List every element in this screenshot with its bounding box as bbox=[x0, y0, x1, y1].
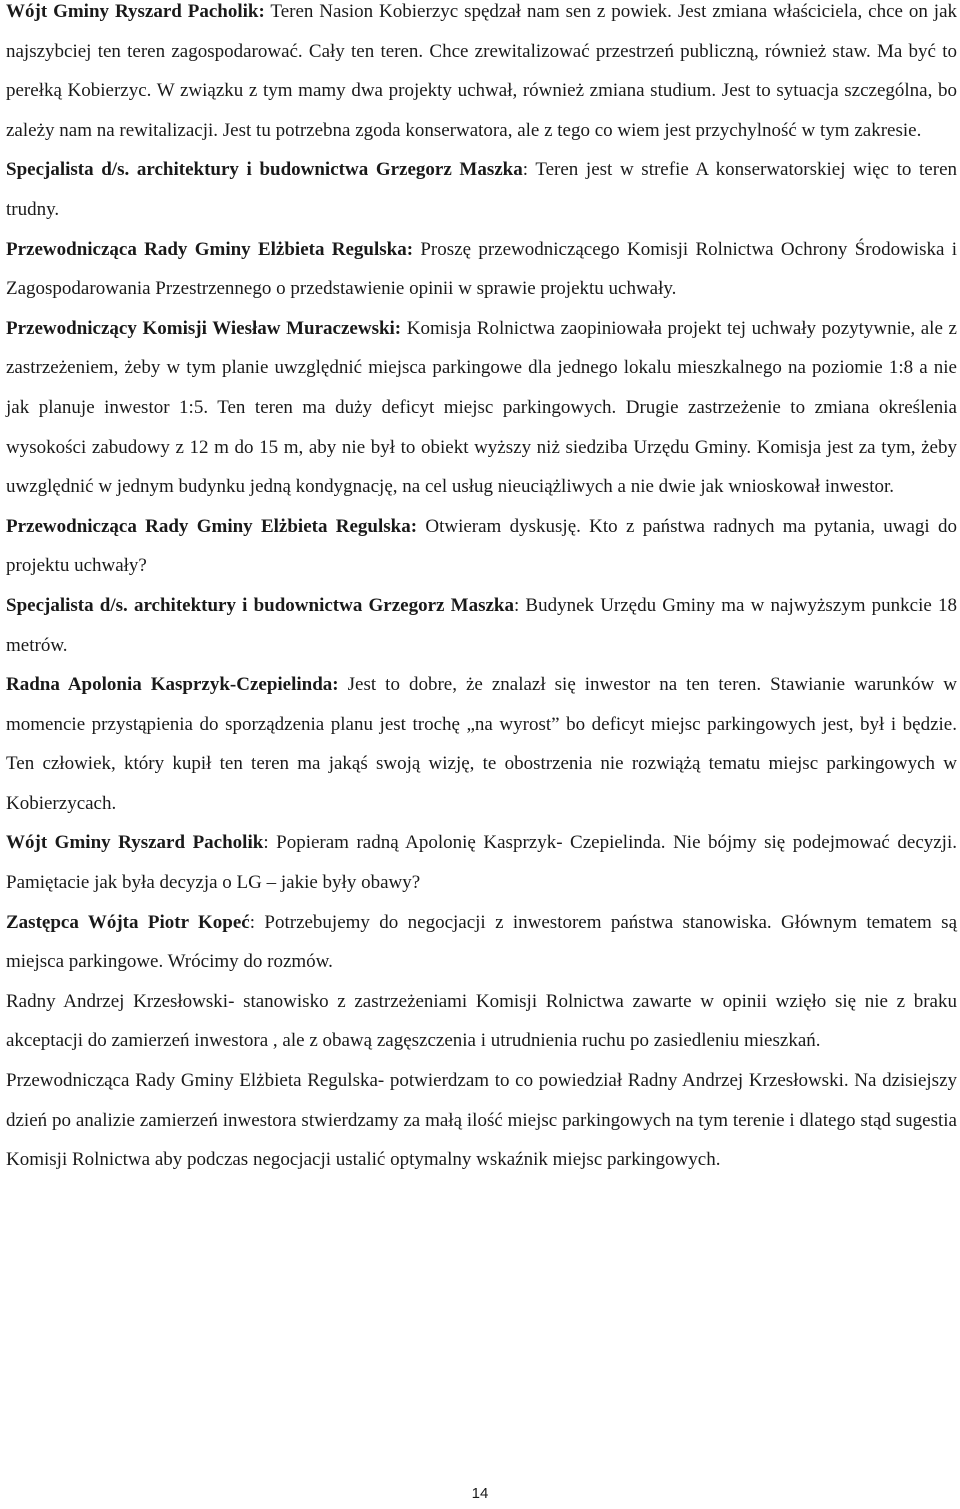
paragraph bbox=[6, 982, 957, 1061]
paragraph bbox=[6, 309, 957, 507]
paragraph bbox=[6, 0, 957, 150]
paragraph-text: : Budynek Urzędu Gminy ma w najwyższym punkcie 18 metrów. bbox=[6, 594, 957, 656]
paragraph-text: Komisja Rolnictwa zaopiniowała projekt tej uchwały pozytywnie, ale z zastrzeżeniem, żeby w tym planie uwzględnić miejsca parkingowe dla jednego lokalu mieszkalnego na poziomie 1:8 a nie jak planuje inwestor 1:5. Ten teren ma duży deficyt miejsc parkingowych. Drugie zastrzeżenie to zmiana określenia wysokości zabudowy z 12 m do 15 m, aby nie był to obiekt wyższy niż siedziba Urzędu Gminy. Komisja jest za tym, żeby uwzględnić w jednym budynku jedną kondygnację, na cel usług nieuciążliwych a nie dwie jak wnioskował inwestor. bbox=[6, 317, 957, 498]
paragraph-text: Otwieram dyskusję. Kto z państwa radnych ma pytania, uwagi do projektu uchwały? bbox=[6, 515, 957, 577]
paragraph-text: Radny Andrzej Krzesłowski- stanowisko z zastrzeżeniami Komisji Rolnictwa zawarte w opinii wzięło się nie z braku akceptacji do zamierzeń inwestora , ale z obawą zagęszczenia i utrudnienia ruchu po zasiedleniu mieszkań. bbox=[6, 990, 957, 1052]
speaker-name: Radna Apolonia Kasprzyk-Czepielinda: bbox=[6, 674, 339, 696]
paragraph-text: Proszę przewodniczącego Komisji Rolnictwa Ochrony Środowiska i Zagospodarowania Przestrzennego o przedstawienie opinii w sprawie projektu uchwały. bbox=[6, 238, 957, 300]
paragraph-text: Teren Nasion Kobierzyc spędzał nam sen z powiek. Jest zmiana właściciela, chce on jak najszybciej ten teren zagospodarować. Cały ten teren. Chce zrewitalizować przestrzeń publiczną, również staw. Ma być to perełką Kobierzyc. W związku z tym mamy dwa projekty uchwał, również zmiana studium. Jest to sytuacja szczególna, bo zależy nam na rewitalizacji. Jest tu potrzebna zgoda konserwatora, ale z tego co wiem jest przychylność w tym zakresie. bbox=[6, 1, 957, 141]
speaker-name: Wójt Gminy Ryszard Pacholik: bbox=[6, 1, 265, 22]
speaker-name: Zastępca Wójta Piotr Kopeć bbox=[6, 911, 250, 933]
speaker-name: Przewodniczący Komisji Wiesław Muraczewski: bbox=[6, 317, 402, 339]
paragraph-text: Przewodnicząca Rady Gminy Elżbieta Regulska- potwierdzam to co powiedział Radny Andrzej Krzesłowski. Na dzisiejszy dzień po analizie zamierzeń inwestora stwierdzamy za małą ilość miejsc parkingowych na tym terenie i dlatego stąd sugestia Komisji Rolnictwa aby podczas negocjacji ustalić optymalny wskaźnik miejsc parkingowych. bbox=[6, 1070, 957, 1171]
paragraph-text: : Popieram radną Apolonię Kasprzyk- Czepielinda. Nie bójmy się podejmować decyzji. Pamiętacie jak była decyzja o LG – jakie były obawy? bbox=[6, 832, 957, 894]
paragraph bbox=[6, 823, 957, 902]
paragraph bbox=[6, 1061, 957, 1180]
paragraph-text: : Potrzebujemy do negocjacji z inwestorem państwa stanowiska. Głównym tematem są miejsca parkingowe. Wrócimy do rozmów. bbox=[6, 911, 958, 973]
paragraph bbox=[6, 150, 957, 229]
speaker-name: Przewodnicząca Rady Gminy Elżbieta Regulska: bbox=[6, 238, 414, 260]
paragraph-text: : Teren jest w strefie A konserwatorskiej więc to teren trudny. bbox=[6, 159, 958, 220]
speaker-name: Przewodnicząca Rady Gminy Elżbieta Regulska: bbox=[6, 515, 418, 537]
paragraph bbox=[6, 507, 957, 586]
speaker-name: Wójt Gminy Ryszard Pacholik bbox=[6, 832, 264, 854]
speaker-name: Specjalista d/s. architektury i budownictwa Grzegorz Maszka bbox=[6, 594, 514, 616]
paragraph bbox=[6, 586, 957, 665]
paragraph bbox=[6, 903, 957, 982]
page-number: 14 bbox=[471, 1485, 489, 1502]
paragraph bbox=[6, 665, 957, 823]
speaker-name: Specjalista d/s. architektury i budownictwa Grzegorz Maszka bbox=[6, 159, 523, 181]
paragraph-text: Jest to dobre, że znalazł się inwestor na ten teren. Stawianie warunków w momencie przystąpienia do sporządzenia planu jest trochę „na wyrost” bo deficyt miejsc parkingowych jest, był i będzie. Ten człowiek, który kupił ten teren ma jakąś swoją wizję, te obostrzenia nie rozwiążą tematu miejsc parkingowych w Kobierzycach. bbox=[6, 674, 958, 814]
transcript-body bbox=[6, 0, 957, 1180]
paragraph bbox=[6, 230, 957, 309]
